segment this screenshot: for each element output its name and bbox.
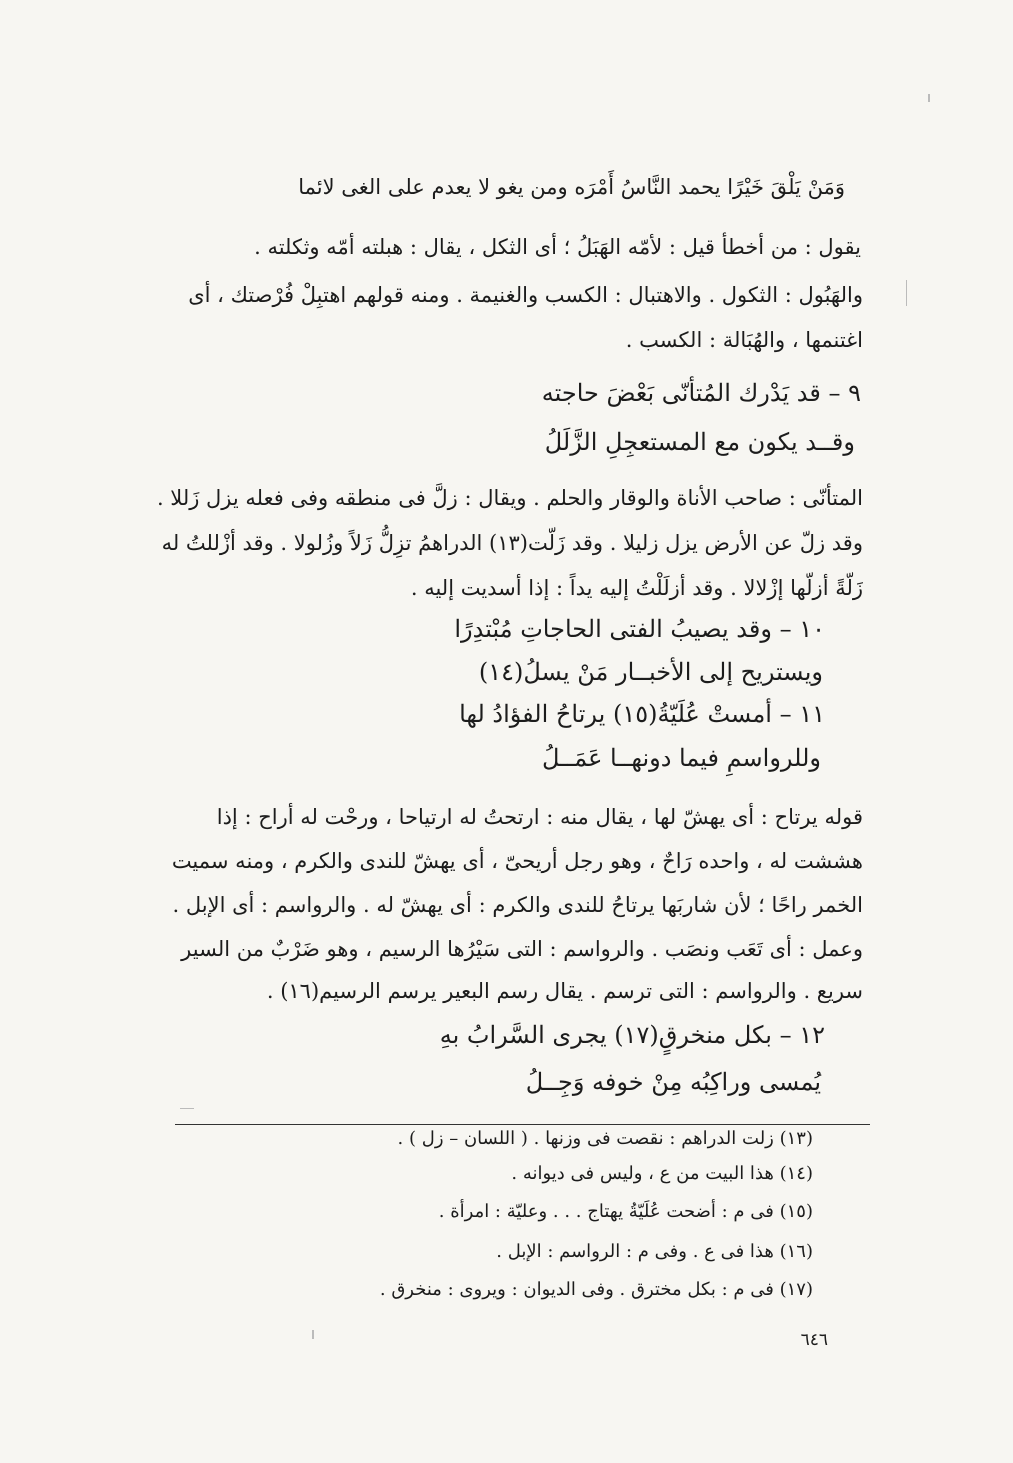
verse-9-second-hemistich: وقــد يكون مع المستعجِلِ الزَّلَلُ	[544, 428, 855, 456]
commentary-line: قوله يرتاح : أى يهشّ لها ، يقال منه : ارتحتُ له ارتياحا ، ورحْت له أراح : إذا	[216, 805, 863, 829]
footnote-13: (١٣) زلت الدراهم : نقصت فى وزنها . ( اللسان – زل ) .	[397, 1128, 813, 1149]
scan-speck	[180, 1108, 194, 1109]
verse-10-second-hemistich: ويستريح إلى الأخبــار مَنْ يسلُ(١٤)	[478, 658, 823, 686]
commentary-line: يقول : من أخطأ قيل : لأمّه الهَبَلُ ؛ أى الثكل ، يقال : هبلته أمّه وثكلته .	[254, 235, 861, 259]
commentary-line: اغتنمها ، والهُبَالة : الكسب .	[625, 328, 863, 352]
footnote-16: (١٦) هذا فى ع . وفى م : الرواسم : الإبل .	[496, 1241, 813, 1262]
verse-11-second-hemistich: وللرواسمِ فيما دونهــا عَمَــلُ	[541, 744, 821, 772]
commentary-line: والهَبُول : الثكول . والاهتبال : الكسب والغنيمة . ومنه قولهم اهتبِلْ فُرْصتك ، أى	[188, 283, 863, 307]
commentary-line: زَلّةً أزلّها إزْلالا . وقد أزلَلْتُ إليه يداً : إذا أسديت إليه .	[410, 576, 863, 600]
commentary-line: سريع . والرواسم : التى ترسم . يقال رسم البعير يرسم الرسيم(١٦) .	[266, 979, 863, 1003]
footnote-17: (١٧) فى م : بكل مخترق . وفى الديوان : ويروى : منخرق .	[379, 1279, 813, 1300]
commentary-line: الخمر راحًا ؛ لأن شاربَها يرتاحُ للندى والكرم : أى يهشّ له . والرواسم : أى الإبل .	[172, 893, 863, 917]
commentary-line: وقد زلّ عن الأرض يزل زليلا . وقد زَلّت(١٣) الدراهمُ تزِلُّ زَلاً وزُلولا . وقد أزْللتُ له	[161, 531, 863, 555]
scan-speck	[906, 280, 907, 306]
verse-11-first-hemistich: ١١ – أمستْ عُلَيّةُ(١٥) يرتاحُ الفؤادُ لها	[459, 700, 825, 728]
commentary-line: المتأنّى : صاحب الأناة والوقار والحلم . ويقال : زلَّ فى منطقه وفى فعله يزل زَللا .	[156, 486, 863, 510]
verse-9-first-hemistich: ٩ – قد يَدْرك المُتأنّى بَعْضَ حاجته	[541, 379, 861, 407]
page-number: ٦٤٦	[800, 1330, 828, 1350]
footnote-15: (١٥) فى م : أضحت عُلَيّةُ يهتاج . . . وعليّة : امرأة .	[438, 1201, 813, 1222]
verse-12-second-hemistich: يُمسى وراكِبُه مِنْ خوفه وَجِــلُ	[525, 1068, 821, 1096]
verse-10-first-hemistich: ١٠ – وقد يصيبُ الفتى الحاجاتِ مُبْتدِرًا	[454, 615, 825, 643]
commentary-line: وعمل : أى تَعَب ونصَب . والرواسم : التى سَيْرُها الرسيم ، وهو ضَرْبٌ من السير	[181, 937, 863, 961]
scan-speck	[312, 1330, 314, 1339]
poem-verse-line: وَمَنْ يَلْقَ خَيْرًا يحمد النَّاسُ أَمْرَه ومن يغو لا يعدم على الغى لائما	[298, 175, 845, 199]
commentary-line: هششت له ، واحده رَاحٌ ، وهو رجل أريحىّ ، أى يهشّ للندى والكرم ، ومنه سميت	[171, 849, 863, 873]
footnote-14: (١٤) هذا البيت من ع ، وليس فى ديوانه .	[511, 1163, 813, 1184]
verse-12-first-hemistich: ١٢ – بكل منخرقٍ(١٧) يجرى السَّرابُ بهِ	[439, 1021, 825, 1049]
scan-speck	[928, 94, 930, 102]
